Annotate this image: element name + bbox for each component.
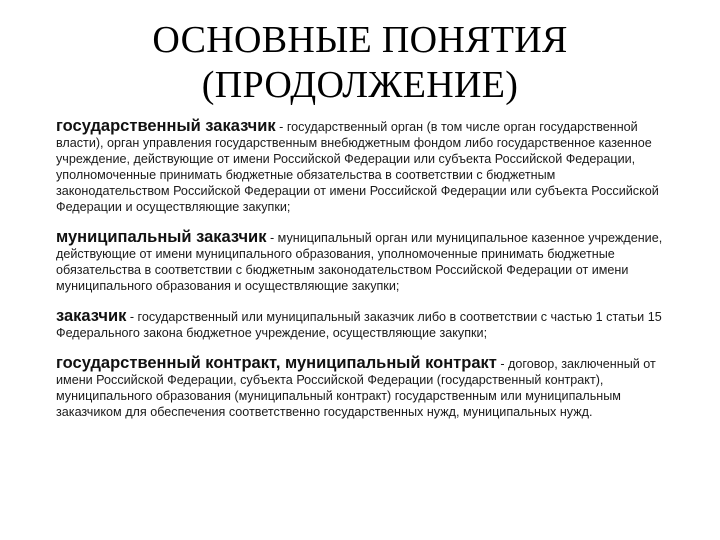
definition-term: государственный контракт, муниципальный контракт: [56, 354, 497, 372]
definition-term: государственный заказчик: [56, 117, 276, 135]
definition-state-customer: [56, 118, 668, 215]
definition-text: - договор, заключенный от имени Российской Федерации, субъекта Российской Федерации (государственный контракт), муниципального образования (муниципальный контракт) государственным или муниципальным заказчиком для обеспечения соответственно государственных нужд, муниципальных нужд.: [56, 357, 656, 419]
slide-title-line-2: (ПРОДОЛЖЕНИЕ): [201, 64, 519, 106]
definition-contract: [56, 355, 668, 420]
definitions-list: [56, 118, 668, 434]
definition-municipal-customer: [56, 229, 668, 294]
definition-text: - государственный орган (в том числе орган государственной власти), орган управления государственным внебюджетным фондом либо государственное казенное учреждение, действующие от имени Российской Федерации или субъекта Российской Федерации, уполномоченные принимать бюджетные обязательства в соответствии с бюджетным законодательством Российской Федерации от имени Российской Федерации или субъекта Российской Федерации и осуществляющие закупки;: [56, 120, 659, 214]
definition-text: - государственный или муниципальный заказчик либо в соответствии с частью 1 статьи 15 Федерального закона бюджетное учреждение, осуществляющие закупки;: [56, 310, 662, 340]
slide-title: [0, 18, 720, 108]
definition-text: - муниципальный орган или муниципальное казенное учреждение, действующие от имени муниципального образования, уполномоченные принимать бюджетные обязательства в соответствии с бюджетным законодательством Российской Федерации от имени муниципального образования и осуществляющие закупки;: [56, 231, 663, 293]
definition-term: заказчик: [56, 307, 127, 325]
slide-title-line-1: ОСНОВНЫЕ ПОНЯТИЯ: [152, 19, 568, 61]
definition-customer: [56, 308, 668, 341]
definition-term: муниципальный заказчик: [56, 228, 267, 246]
